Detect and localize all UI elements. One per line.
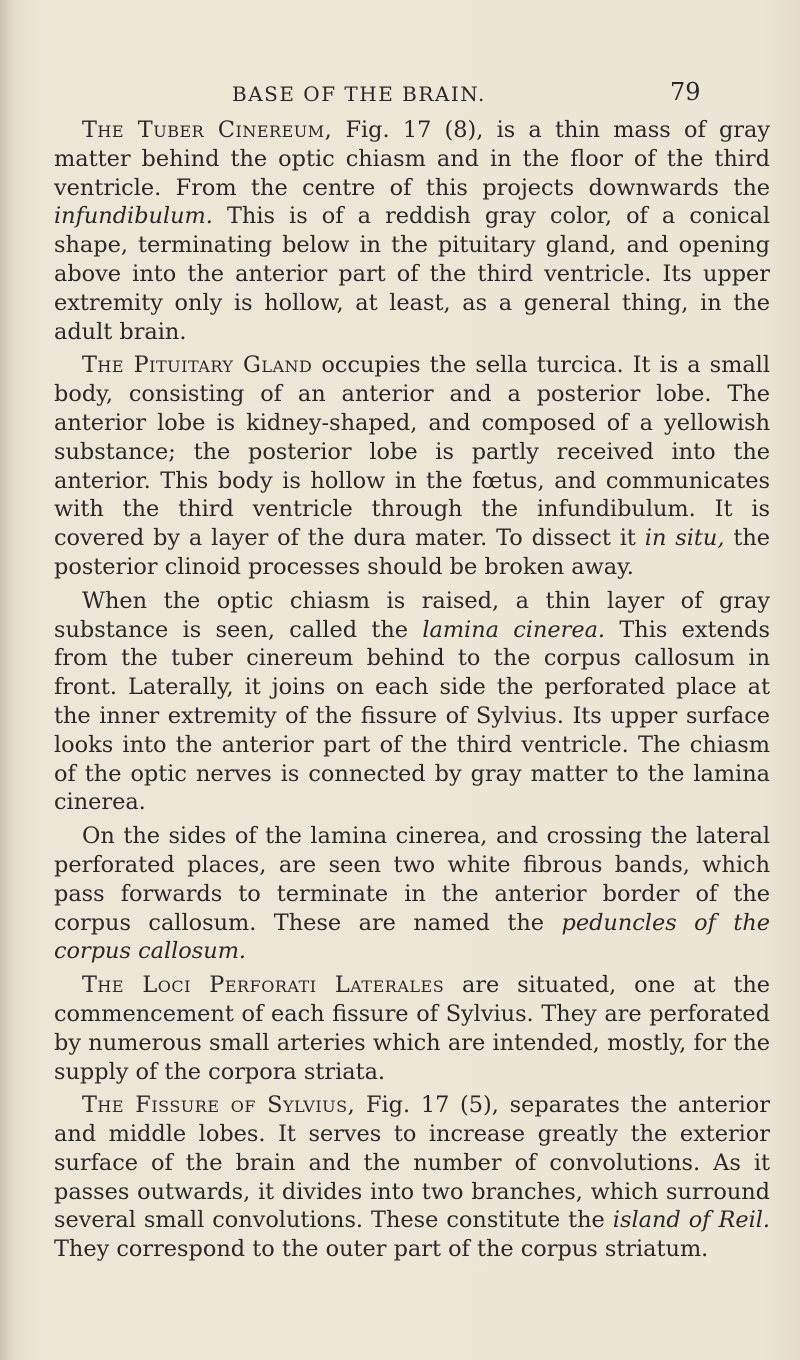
paragraph-tail: They correspond to the outer part of the corpus striatum. (54, 1236, 709, 1263)
paragraph-text: are situated, one at the commencement of each fissure of Sylvius. They are perforated by numerous small arteries which are intended, mostly, for the supply of the corpora striata. (54, 972, 770, 1085)
paragraph-head: The Fissure of Sylvius, (82, 1092, 356, 1119)
paragraph-head: The Tuber Cinereum, (82, 117, 333, 143)
italic-term: peduncles of the corpus callosum. (54, 909, 771, 965)
paragraph-lamina-cinerea (54, 587, 770, 817)
running-head: BASE OF THE BRAIN. (232, 82, 486, 106)
paragraph-text: Fig. 17 (8), is a thin mass of gray matter behind the optic chiasm and in the floor of the third ventricle. From the centre of this projects downwards the (54, 117, 770, 201)
paragraph-text: On the sides of the lamina cinerea, and crossing the lateral perforated places, are seen two white fibrous bands, which pass forwards to terminate in the anterior border of the corpus callosum. These are named the (54, 823, 770, 936)
paragraph-head: The Pituitary Gland (82, 352, 313, 379)
paragraph-pituitary-gland (54, 351, 770, 581)
paragraph-tail: This is of a reddish gray color, of a conical shape, terminating below in the pituitary gland, and opening above into the anterior part of the third ventricle. Its upper extremity only is hollow, at least, as a general thing, in the adult brain. (54, 203, 770, 345)
paragraph-head: The Loci Perforati Laterales (82, 972, 445, 999)
paragraph-fissure-of-sylvius (54, 1091, 770, 1264)
page-header (0, 78, 800, 108)
paragraph-tuber-cinereum (54, 116, 770, 346)
paragraph-loci-perforati (54, 971, 770, 1086)
paragraph-tail: the posterior clinoid processes should be broken away. (54, 525, 770, 580)
body-text (54, 116, 770, 1269)
paragraph-text: occupies the sella turcica. It is a small body, consisting of an anterior and a posterior lobe. The anterior lobe is kidney-shaped, and composed of a yellowish substance; the posterior lobe is partly received into the anterior. This body is hollow in the fœtus, and communicates with the third ventricle through the infundibulum. It is covered by a layer of the dura mater. To dissect it (54, 352, 770, 552)
paragraph-tail: This extends from the tuber cinereum behind to the corpus callosum in front. Laterally, it joins on each side the perforated place at the inner extremity of the fissure of Sylvius. Its upper surface looks into the anterior part of the third ventricle. The chiasm of the optic nerves is connected by gray matter to the lamina cinerea. (54, 616, 770, 816)
paragraph-text: Fig. 17 (5), separates the anterior and middle lobes. It serves to increase greatly the exterior surface of the brain and the number of convolutions. As it passes outwards, it divides into two branches, which surround several small convolutions. These constitute the (54, 1092, 770, 1234)
italic-term: lamina cinerea. (422, 616, 606, 643)
paragraph-peduncles (54, 822, 770, 966)
paragraph-text: When the optic chiasm is raised, a thin layer of gray substance is seen, called the (54, 587, 770, 643)
italic-term: island of Reil. (612, 1207, 771, 1234)
italic-term: in situ, (644, 525, 725, 552)
italic-term: infundibulum. (54, 203, 213, 230)
page-number: 79 (670, 78, 701, 106)
